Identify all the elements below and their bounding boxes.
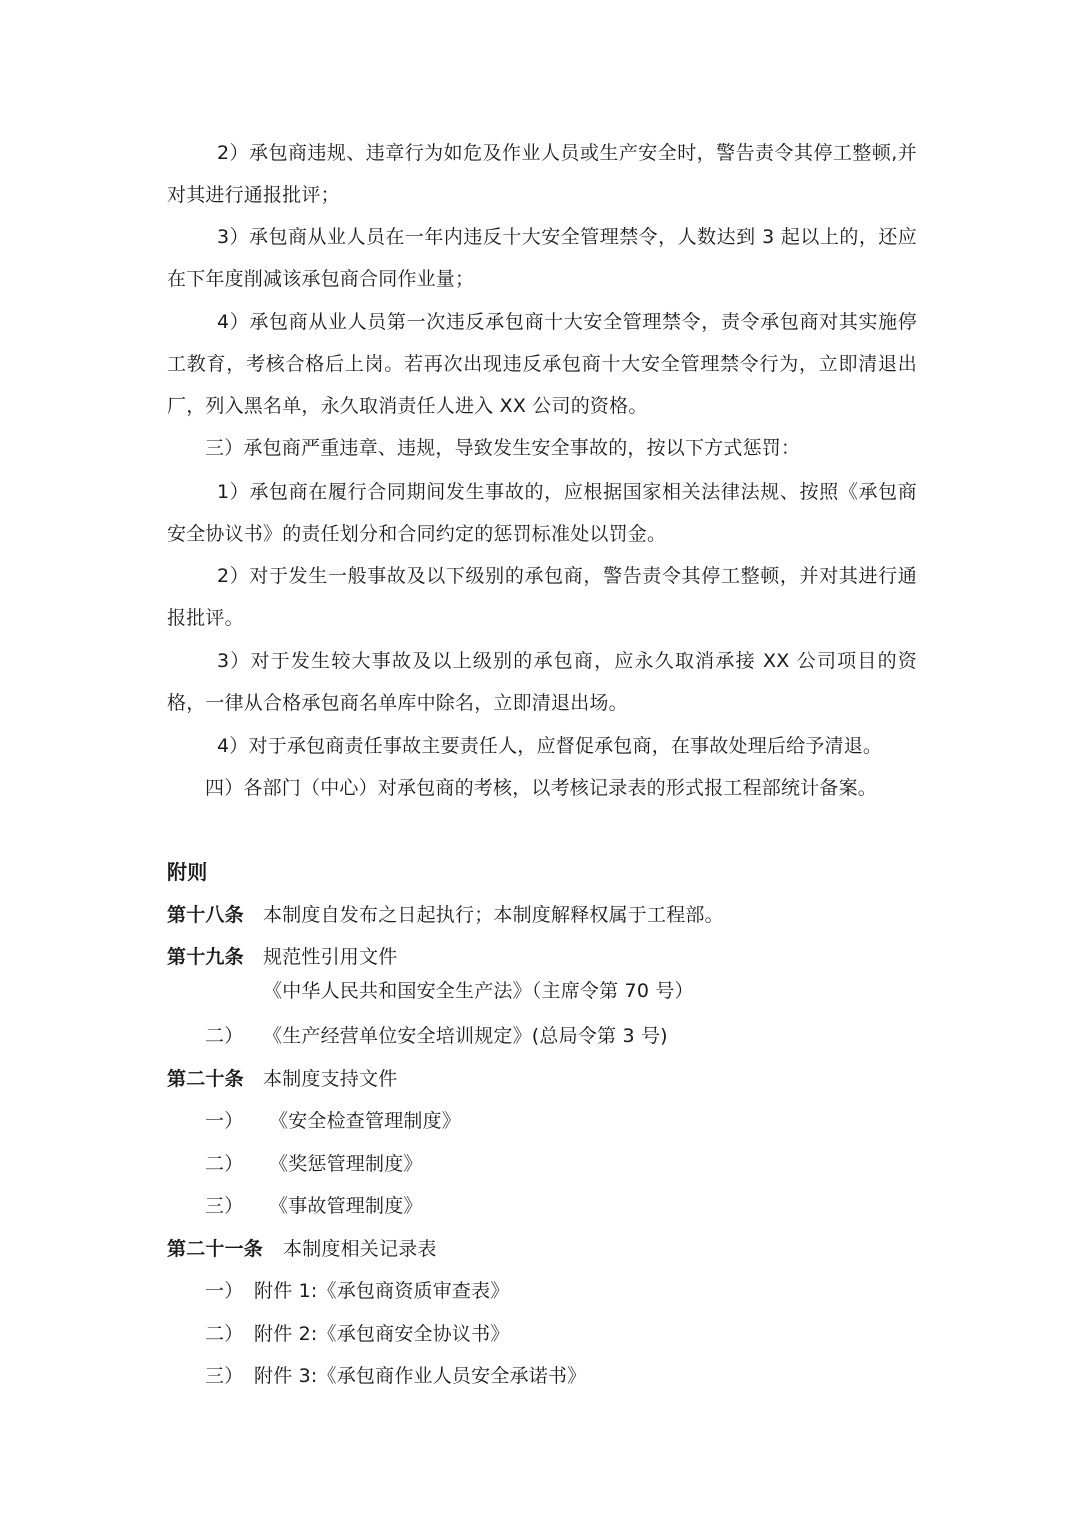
- penalty-item-2: 2）承包商违规、违章行为如危及作业人员或生产安全时，警告责令其停工整顿,并对其进行通报批评；: [167, 142, 917, 206]
- article-20-number: 第二十条: [167, 1068, 244, 1090]
- article-18-number: 第十八条: [167, 904, 244, 926]
- article-21: [167, 1233, 437, 1265]
- list-item: [205, 1275, 510, 1307]
- article-19: [167, 941, 397, 973]
- list-item: [205, 1360, 586, 1392]
- list-item-ordinal: 二）: [205, 1153, 244, 1175]
- article-21-number: 第二十一条: [167, 1238, 264, 1260]
- article-18: [167, 899, 724, 931]
- article-20: [167, 1063, 397, 1095]
- section-3-item-1: 1）承包商在履行合同期间发生事故的，应根据国家相关法律法规、按照《承包商安全协议书》的责任划分和合同约定的惩罚标准处以罚金。: [167, 481, 917, 545]
- list-item-ordinal: 二）: [205, 1323, 244, 1345]
- section-3-title: 三）承包商严重违章、违规，导致发生安全事故的，按以下方式惩罚：: [205, 437, 801, 459]
- section-3-item-2: 2）对于发生一般事故及以下级别的承包商，警告责令其停工整顿，并对其进行通报批评。: [167, 565, 917, 629]
- list-item-ordinal: 一）: [205, 1110, 244, 1132]
- article-19-reference-2-text: 《生产经营单位安全培训规定》(总局令第 3 号): [263, 1025, 668, 1047]
- article-18-text: 本制度自发布之日起执行；本制度解释权属于工程部。: [263, 904, 724, 926]
- list-item: [205, 1190, 423, 1222]
- article-19-reference-2-ordinal: 二）: [205, 1025, 244, 1047]
- section-3-item-4: 4）对于承包商责任事故主要责任人，应督促承包商，在事故处理后给予清退。: [217, 735, 883, 757]
- penalty-item-4: 4）承包商从业人员第一次违反承包商十大安全管理禁令，责令承包商对其实施停工教育，考核合格后上岗。若再次出现违反承包商十大安全管理禁令行为，立即清退出厂，列入黑名单，永久取消责任人进入 XX 公司的资格。: [167, 311, 917, 417]
- list-item-text: 附件 3:《承包商作业人员安全承诺书》: [254, 1365, 587, 1387]
- article-19-text: 规范性引用文件: [263, 946, 398, 968]
- article-19-number: 第十九条: [167, 946, 244, 968]
- article-20-text: 本制度支持文件: [263, 1068, 398, 1090]
- list-item-text: 附件 2:《承包商安全协议书》: [254, 1323, 510, 1345]
- penalty-item-3: 3）承包商从业人员在一年内违反十大安全管理禁令，人数达到 3 起以上的，还应在下年度削减该承包商合同作业量；: [167, 226, 917, 290]
- appendix-heading: 附则: [167, 860, 208, 884]
- article-19-reference-2: [205, 1020, 668, 1052]
- article-19-reference-1: 《中华人民共和国安全生产法》（主席令第 70 号）: [263, 980, 694, 1002]
- list-item: [205, 1318, 510, 1350]
- list-item-text: 《安全检查管理制度》: [269, 1110, 462, 1132]
- section-3-item-3: 3）对于发生较大事故及以上级别的承包商，应永久取消承接 XX 公司项目的资格，一律从合格承包商名单库中除名，立即清退出场。: [167, 650, 917, 714]
- list-item-ordinal: 三）: [205, 1365, 244, 1387]
- list-item-ordinal: 三）: [205, 1195, 244, 1217]
- list-item-ordinal: 一）: [205, 1280, 244, 1302]
- article-21-text: 本制度相关记录表: [283, 1238, 437, 1260]
- list-item-text: 《奖惩管理制度》: [269, 1153, 423, 1175]
- section-4-title: 四）各部门（中心）对承包商的考核，以考核记录表的形式报工程部统计备案。: [205, 777, 878, 799]
- list-item: [205, 1105, 461, 1137]
- list-item: [205, 1148, 423, 1180]
- list-item-text: 附件 1:《承包商资质审查表》: [254, 1280, 510, 1302]
- list-item-text: 《事故管理制度》: [269, 1195, 423, 1217]
